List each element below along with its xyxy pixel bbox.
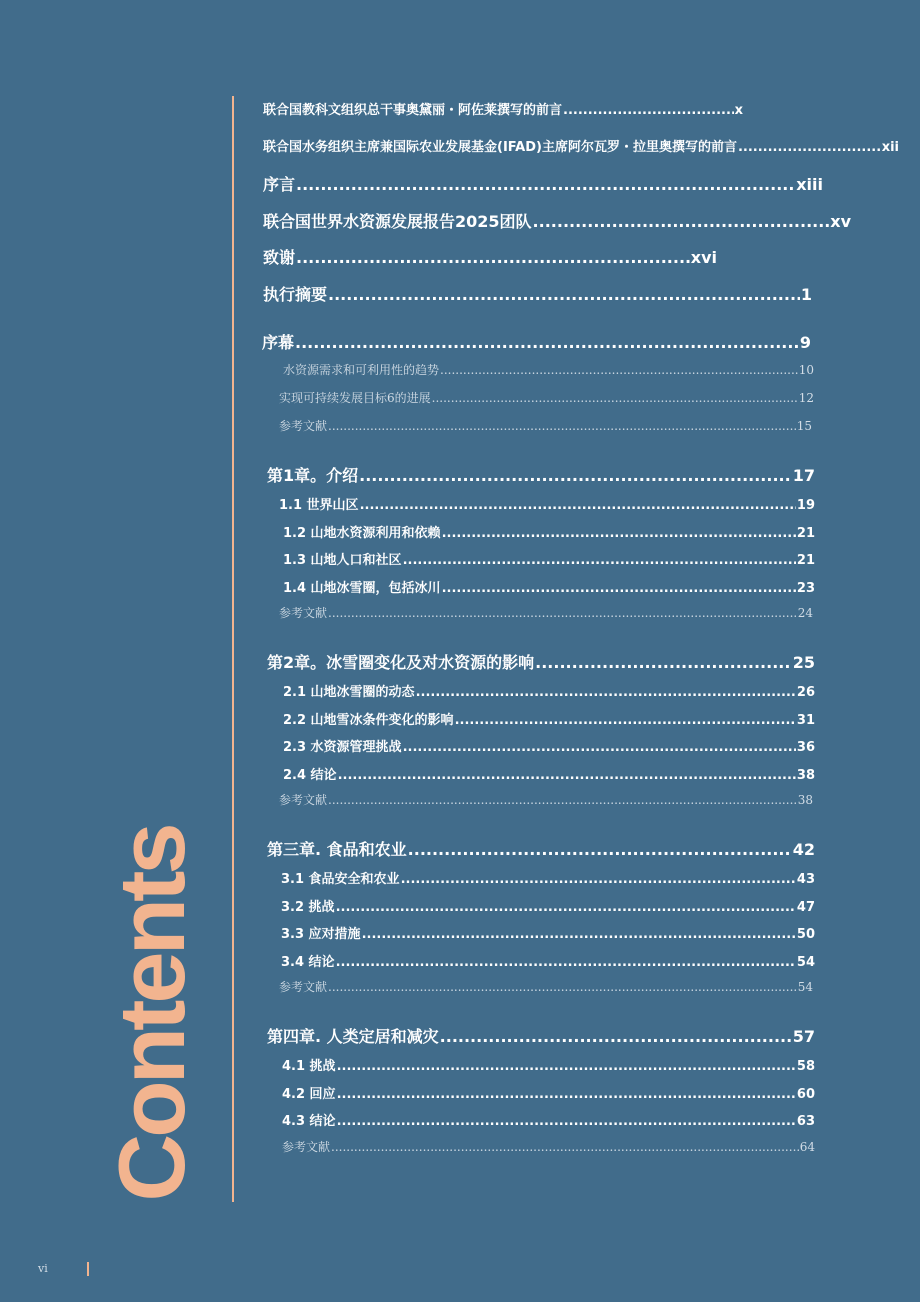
toc-entry-prologue-sdg6[interactable] [279, 389, 814, 406]
toc-entry-prologue-trends[interactable] [283, 361, 814, 378]
toc-entry-label: 2.1 山地冰雪圈的动态 [283, 685, 415, 700]
toc-leader-dots [336, 900, 796, 915]
toc-entry-label: 联合国教科文组织总干事奥黛丽・阿佐莱撰写的前言 [263, 103, 563, 118]
toc-leader-dots [401, 872, 796, 887]
toc-entry-label: 参考文献 [279, 793, 328, 807]
toc-entry-page: 9 [799, 333, 811, 352]
toc-entry-label: 水资源需求和可利用性的趋势 [283, 363, 440, 377]
toc-entry-page: x [734, 103, 743, 118]
toc-leader-dots [328, 793, 797, 807]
toc-entry-section-2-3[interactable] [283, 736, 815, 755]
contents-side-title: Contents [99, 826, 204, 1202]
toc-entry-chapter-3[interactable] [267, 837, 815, 860]
toc-entry-team[interactable] [263, 209, 851, 232]
toc-entry-page: 36 [796, 740, 815, 755]
toc-entry-label: 参考文献 [279, 606, 328, 620]
toc-leader-dots [296, 175, 795, 194]
toc-entry-page: 42 [792, 840, 815, 859]
toc-leader-dots [432, 391, 798, 405]
toc-entry-acknowledgements[interactable] [263, 245, 717, 268]
toc-leader-dots [337, 1087, 796, 1102]
toc-entry-section-1-1[interactable] [279, 494, 815, 513]
toc-entry-page: 26 [796, 685, 815, 700]
toc-entry-label: 实现可持续发展目标6的进展 [279, 391, 431, 405]
toc-entry-page: 15 [796, 419, 812, 433]
toc-entry-label: 第1章。介绍 [267, 466, 359, 485]
toc-entry-page: xii [881, 140, 899, 155]
toc-leader-dots [533, 212, 830, 231]
toc-leader-dots [331, 1140, 799, 1154]
toc-entry-page: 63 [796, 1114, 815, 1129]
toc-leader-dots [336, 955, 796, 970]
toc-leader-dots [328, 606, 797, 620]
toc-leader-dots [535, 653, 792, 672]
toc-entry-chapter-4-references[interactable] [282, 1138, 815, 1155]
toc-entry-page: 54 [796, 955, 815, 970]
toc-entry-section-2-1[interactable] [283, 681, 815, 700]
toc-entry-label: 4.3 结论 [282, 1114, 336, 1129]
toc-leader-dots [362, 927, 796, 942]
toc-entry-label: 2.2 山地雪冰条件变化的影响 [283, 713, 454, 728]
toc-entry-page: 43 [796, 872, 815, 887]
toc-leader-dots [416, 685, 796, 700]
toc-entry-prologue[interactable] [262, 330, 811, 353]
toc-entry-section-2-2[interactable] [283, 709, 815, 728]
toc-entry-page: 19 [796, 498, 815, 513]
toc-entry-label: 3.2 挑战 [281, 900, 335, 915]
toc-leader-dots [563, 103, 734, 118]
toc-leader-dots [337, 1114, 796, 1129]
toc-entry-chapter-1-references[interactable] [279, 604, 813, 621]
toc-entry-page: 54 [797, 980, 813, 994]
toc-entry-section-2-4[interactable] [283, 764, 815, 783]
toc-leader-dots [328, 285, 800, 304]
toc-entry-page: 57 [792, 1027, 815, 1046]
toc-entry-page: 24 [797, 606, 813, 620]
toc-entry-page: 47 [796, 900, 815, 915]
toc-entry-label: 联合国世界水资源发展报告2025团队 [263, 212, 532, 231]
toc-leader-dots [359, 466, 792, 485]
toc-entry-label: 1.2 山地水资源利用和依赖 [283, 526, 441, 541]
toc-leader-dots [295, 333, 799, 352]
toc-entry-label: 2.4 结论 [283, 768, 337, 783]
toc-entry-chapter-2[interactable] [267, 650, 815, 673]
toc-entry-preface[interactable] [263, 172, 823, 195]
toc-entry-label: 4.1 挑战 [282, 1059, 336, 1074]
toc-entry-page: 25 [792, 653, 815, 672]
toc-entry-label: 3.3 应对措施 [281, 927, 361, 942]
toc-entry-section-1-3[interactable] [283, 549, 815, 568]
toc-leader-dots [328, 419, 796, 433]
toc-entry-foreword-unesco[interactable] [263, 99, 743, 118]
toc-entry-section-3-2[interactable] [281, 896, 815, 915]
toc-entry-page: 12 [798, 391, 814, 405]
toc-entry-section-1-4[interactable] [283, 577, 815, 596]
toc-leader-dots [440, 1027, 792, 1046]
toc-entry-prologue-references[interactable] [279, 417, 812, 434]
toc-entry-page: 64 [799, 1140, 815, 1154]
toc-entry-label: 序幕 [262, 333, 295, 352]
toc-entry-section-3-3[interactable] [281, 923, 815, 942]
toc-entry-page: 58 [796, 1059, 815, 1074]
toc-leader-dots [738, 140, 881, 155]
toc-leader-dots [403, 740, 796, 755]
toc-entry-section-4-1[interactable] [282, 1055, 815, 1074]
toc-leader-dots [440, 363, 798, 377]
footer-accent-bar [87, 1262, 89, 1276]
toc-entry-label: 4.2 回应 [282, 1087, 336, 1102]
toc-entry-label: 第三章. 食品和农业 [267, 840, 407, 859]
toc-entry-page: 50 [796, 927, 815, 942]
toc-entry-label: 序言 [263, 175, 296, 194]
vertical-divider [232, 96, 234, 1202]
toc-entry-label: 致谢 [263, 248, 296, 267]
toc-entry-page: 38 [796, 768, 815, 783]
toc-entry-executive-summary[interactable] [263, 282, 812, 305]
toc-entry-page: 1 [800, 285, 812, 304]
toc-leader-dots [338, 768, 796, 783]
toc-entry-page: xvi [690, 248, 717, 267]
toc-entry-label: 3.4 结论 [281, 955, 335, 970]
toc-entry-label: 参考文献 [279, 980, 328, 994]
toc-entry-page: 21 [796, 526, 815, 541]
toc-leader-dots [337, 1059, 796, 1074]
toc-leader-dots [403, 553, 796, 568]
toc-leader-dots [360, 498, 796, 513]
toc-leader-dots [455, 713, 796, 728]
toc-entry-chapter-2-references[interactable] [279, 791, 813, 808]
toc-entry-label: 1.4 山地冰雪圈，包括冰川 [283, 581, 441, 596]
toc-entry-section-1-2[interactable] [283, 522, 815, 541]
toc-entry-label: 3.1 食品安全和农业 [281, 872, 400, 887]
toc-entry-chapter-3-references[interactable] [279, 978, 813, 995]
toc-entry-label: 第2章。冰雪圈变化及对水资源的影响 [267, 653, 535, 672]
toc-entry-section-3-4[interactable] [281, 951, 815, 970]
toc-entry-page: 31 [796, 713, 815, 728]
toc-entry-label: 1.3 山地人口和社区 [283, 553, 402, 568]
toc-entry-page: xiii [796, 175, 823, 194]
toc-entry-page: 10 [798, 363, 814, 377]
toc-entry-page: 17 [792, 466, 815, 485]
toc-entry-foreword-un-water[interactable] [263, 136, 899, 155]
toc-leader-dots [442, 526, 796, 541]
page-number: vi [38, 1262, 48, 1275]
toc-entry-page: 38 [797, 793, 813, 807]
toc-entry-label: 第四章. 人类定居和减灾 [267, 1027, 439, 1046]
toc-leader-dots [442, 581, 796, 596]
toc-entry-section-4-3[interactable] [282, 1110, 815, 1129]
toc-entry-page: 23 [796, 581, 815, 596]
toc-entry-label: 参考文献 [282, 1140, 331, 1154]
toc-entry-section-3-1[interactable] [281, 868, 815, 887]
toc-entry-label: 1.1 世界山区 [279, 498, 359, 513]
toc-entry-label: 联合国水务组织主席兼国际农业发展基金(IFAD)主席阿尔瓦罗・拉里奥撰写的前言 [263, 140, 737, 155]
toc-leader-dots [408, 840, 792, 859]
toc-entry-label: 参考文献 [279, 419, 328, 433]
toc-entry-chapter-1[interactable] [267, 463, 815, 486]
toc-entry-label: 2.3 水资源管理挑战 [283, 740, 402, 755]
toc-entry-page: xv [830, 212, 851, 231]
toc-entry-section-4-2[interactable] [282, 1083, 815, 1102]
toc-entry-chapter-4[interactable] [267, 1024, 815, 1047]
toc-entry-page: 60 [796, 1087, 815, 1102]
toc-leader-dots [328, 980, 797, 994]
toc-leader-dots [296, 248, 690, 267]
toc-entry-label: 执行摘要 [263, 285, 328, 304]
toc-entry-page: 21 [796, 553, 815, 568]
